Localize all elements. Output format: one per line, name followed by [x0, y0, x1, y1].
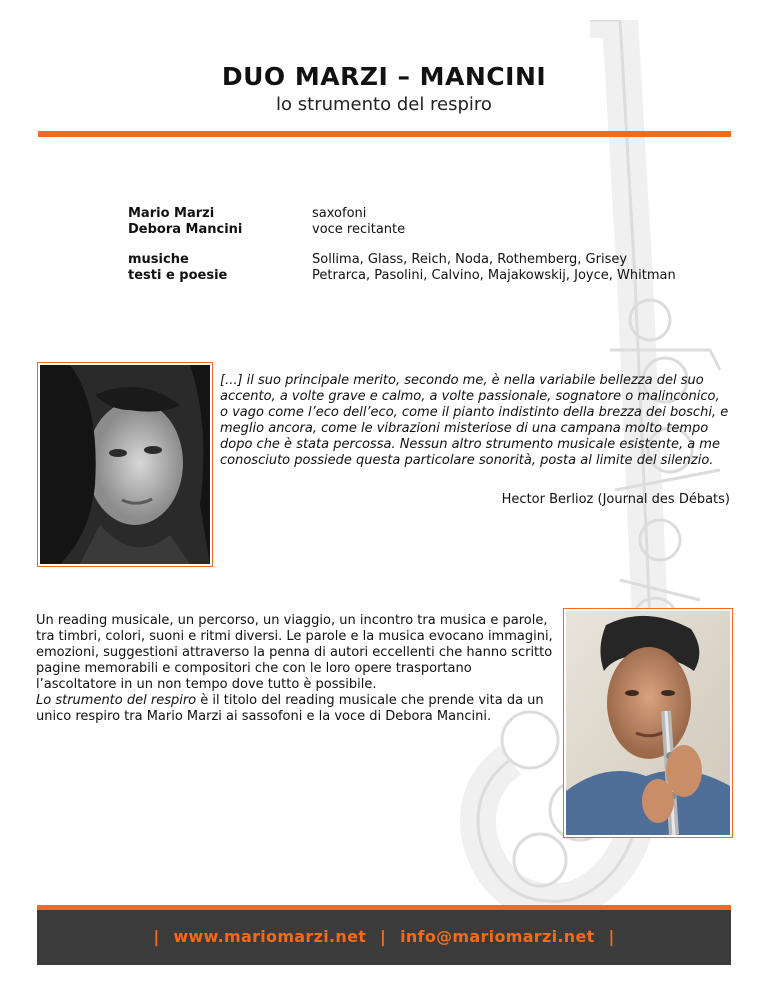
footer-separator: | — [380, 927, 387, 946]
email-link[interactable]: info@mariomarzi.net — [400, 927, 595, 946]
credits-value: Sollima, Glass, Reich, Noda, Rothemberg, Grisey — [312, 252, 628, 267]
page-title: DUO MARZI – MANCINI — [221, 62, 547, 91]
credits-value: Petrarca, Pasolini, Calvino, Majakowskij, Joyce, Whitman — [312, 268, 676, 283]
cast-name: Debora Mancini — [128, 222, 243, 237]
portrait-photo-right — [563, 608, 733, 838]
description-paragraph — [36, 613, 556, 725]
man-with-saxophone-image — [566, 611, 730, 835]
header-divider — [38, 131, 731, 137]
footer-separator: | — [608, 927, 615, 946]
footer-bar — [37, 905, 731, 965]
description-text: Un reading musicale, un percorso, un viaggio, un incontro tra musica e parole, tra timbri, colori, suoni e ritmi diversi. Le parole e la musica evocano immagini, emozioni, suggestioni attraverso la penna di autori eccellenti che hanno scritto pagine memorabili e compositori che con le loro opere trasportano l’ascoltatore in un non tempo dove tutto è possibile. — [36, 613, 553, 692]
cast-role: voce recitante — [312, 222, 406, 237]
footer-separator: | — [153, 927, 160, 946]
credits-label: musiche — [128, 252, 189, 267]
cast-name: Mario Marzi — [128, 206, 215, 221]
credits-label: testi e poesie — [128, 268, 228, 283]
woman-portrait-image — [40, 365, 210, 564]
cast-role: saxofoni — [312, 206, 367, 221]
berlioz-quote: [...] il suo principale merito, secondo me, è nella variabile bellezza del suo accento, a volte grave e calmo, a volte passionale, sognatore o malinconico, o vago come l’eco dell’eco, come il pianto indistinto della brezza dei boschi, e meglio ancora, come le vibrazioni misteriose di una campana molto tempo dopo che è stata percossa. Nessun altro strumento musicale esistente, a me conosciuto possiede questa particolare sonorità, posta al limite del silenzio. — [220, 373, 729, 468]
portrait-photo-left — [37, 362, 213, 567]
website-link[interactable]: www.mariomarzi.net — [173, 927, 367, 946]
description-closing: è il titolo del reading musicale che prende vita da un unico respiro tra Mario Marzi ai sassofoni e la voce di Debora Mancini. — [36, 693, 544, 724]
footer-contacts — [37, 927, 731, 946]
reading-title: Lo strumento del respiro — [36, 693, 197, 708]
quote-attribution: Hector Berlioz (Journal des Débats) — [501, 492, 730, 507]
page-subtitle: lo strumento del respiro — [276, 94, 492, 115]
